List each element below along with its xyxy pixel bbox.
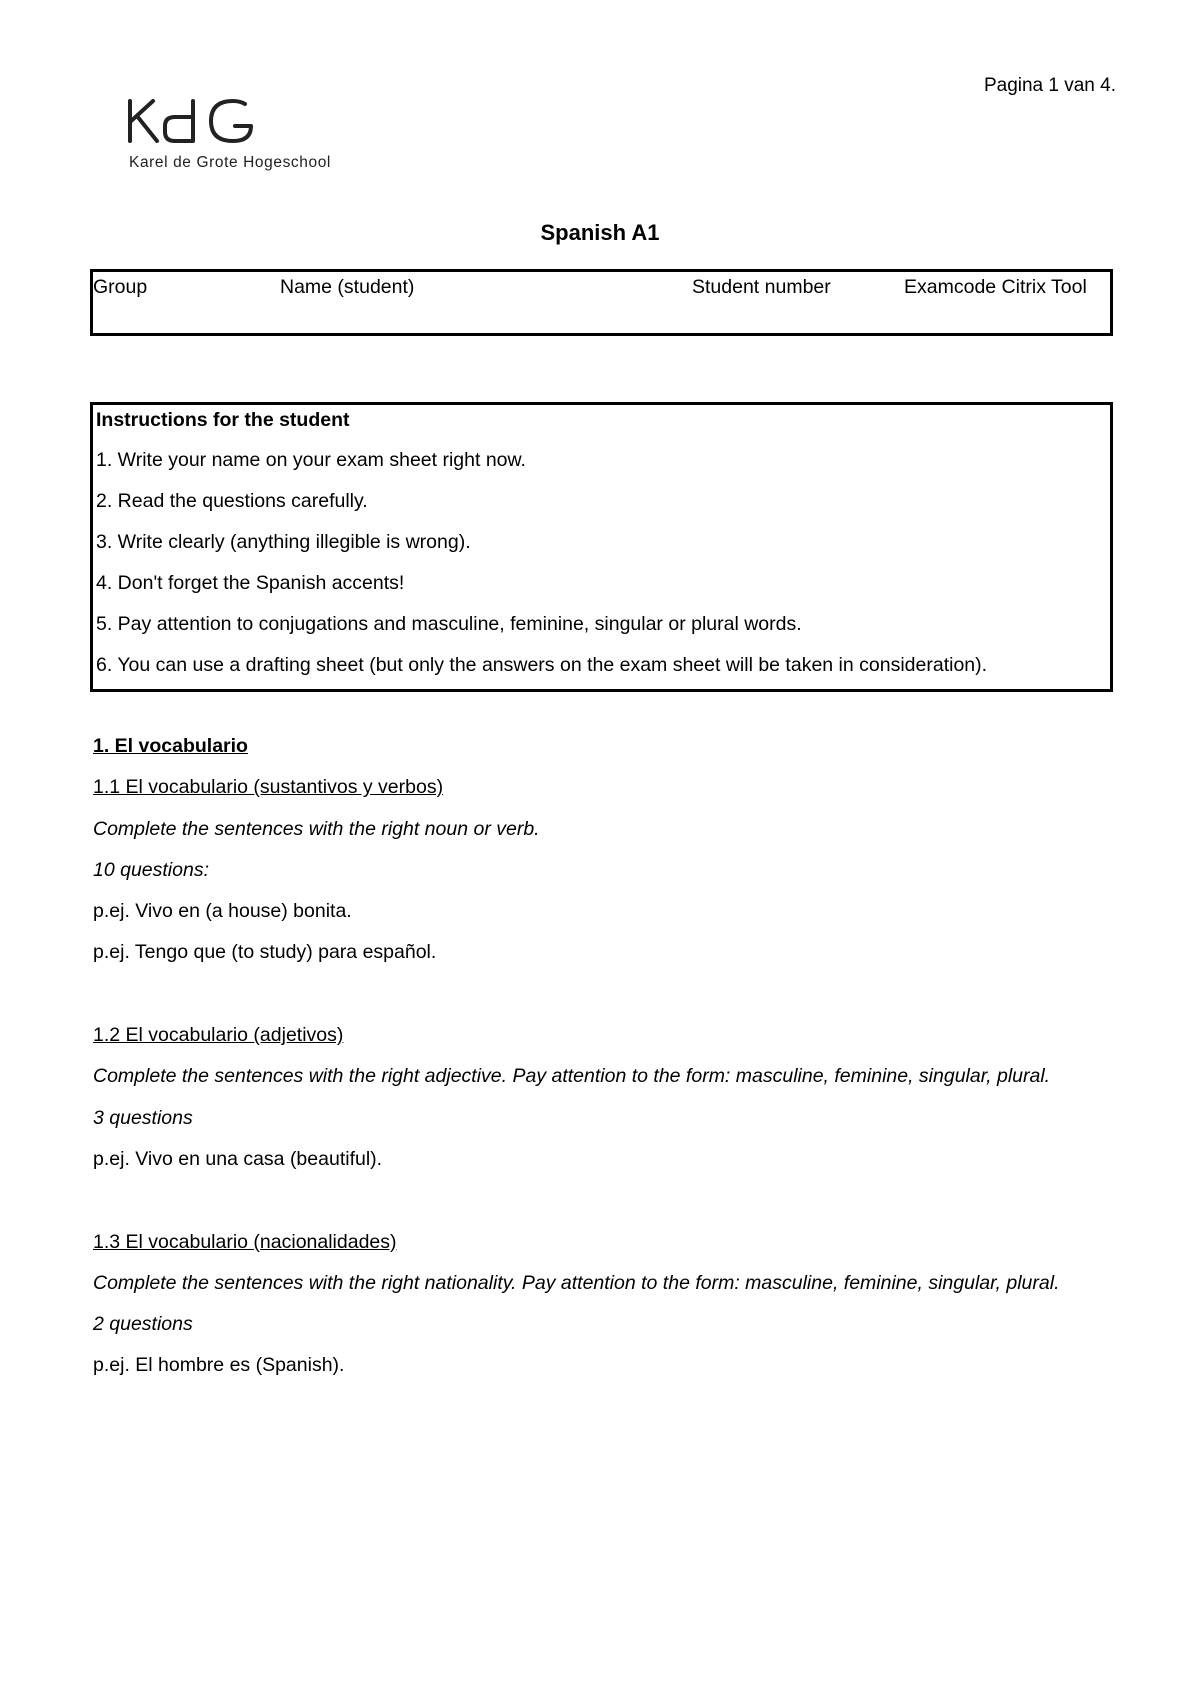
example-sentence: p.ej. Vivo en (a house) bonita.: [93, 900, 352, 923]
question-count: 2 questions: [93, 1313, 193, 1336]
example-sentence: p.ej. Vivo en una casa (beautiful).: [93, 1147, 383, 1170]
example-sentence: p.ej. El hombre es (Spanish).: [93, 1354, 345, 1377]
section-heading: 1. El vocabulario: [93, 735, 248, 757]
instruction-item: 5. Pay attention to conjugations and masculine, feminine, singular or plural words.: [96, 613, 802, 635]
question-count: 10 questions:: [93, 858, 210, 881]
subsection-instruction: Complete the sentences with the right adjective. Pay attention to the form: masculine, feminine, singular, plural.: [93, 1065, 1051, 1088]
instruction-item: 1. Write your name on your exam sheet right now.: [96, 449, 526, 471]
instructions-box: [90, 402, 1113, 692]
kdg-logo: [127, 98, 367, 178]
subsection-heading: 1.2 El vocabulario (adjetivos): [93, 1024, 344, 1047]
instruction-item: 3. Write clearly (anything illegible is wrong).: [96, 531, 471, 553]
instruction-item: 6. You can use a drafting sheet (but only the answers on the exam sheet will be taken in consideration).: [96, 654, 988, 676]
example-sentence: p.ej. Tengo que (to study) para español.: [93, 941, 437, 964]
group-label: Group: [93, 276, 148, 298]
kdg-logo-mark: [127, 98, 267, 146]
instruction-item: 4. Don't forget the Spanish accents!: [96, 572, 405, 594]
subsection-instruction: Complete the sentences with the right noun or verb.: [93, 817, 540, 840]
student-number-label: Student number: [692, 276, 831, 298]
page-number: Pagina 1 van 4.: [983, 75, 1116, 96]
subsection-instruction: Complete the sentences with the right nationality. Pay attention to the form: masculine, feminine, singular, plural.: [93, 1271, 1060, 1294]
name-label: Name (student): [280, 276, 415, 298]
instruction-item: 2. Read the questions carefully.: [96, 490, 368, 512]
student-info-box: [90, 269, 1113, 336]
instructions-title: Instructions for the student: [96, 409, 350, 431]
logo-subtitle: Karel de Grote Hogeschool: [129, 154, 331, 171]
question-count: 3 questions: [93, 1106, 193, 1129]
subsection-heading: 1.3 El vocabulario (nacionalidades): [93, 1230, 397, 1253]
exam-content: [93, 733, 1113, 1394]
subsection-heading: 1.1 El vocabulario (sustantivos y verbos): [93, 776, 444, 799]
document-title: Spanish A1: [540, 220, 660, 245]
examcode-label: Examcode Citrix Tool: [904, 276, 1087, 298]
